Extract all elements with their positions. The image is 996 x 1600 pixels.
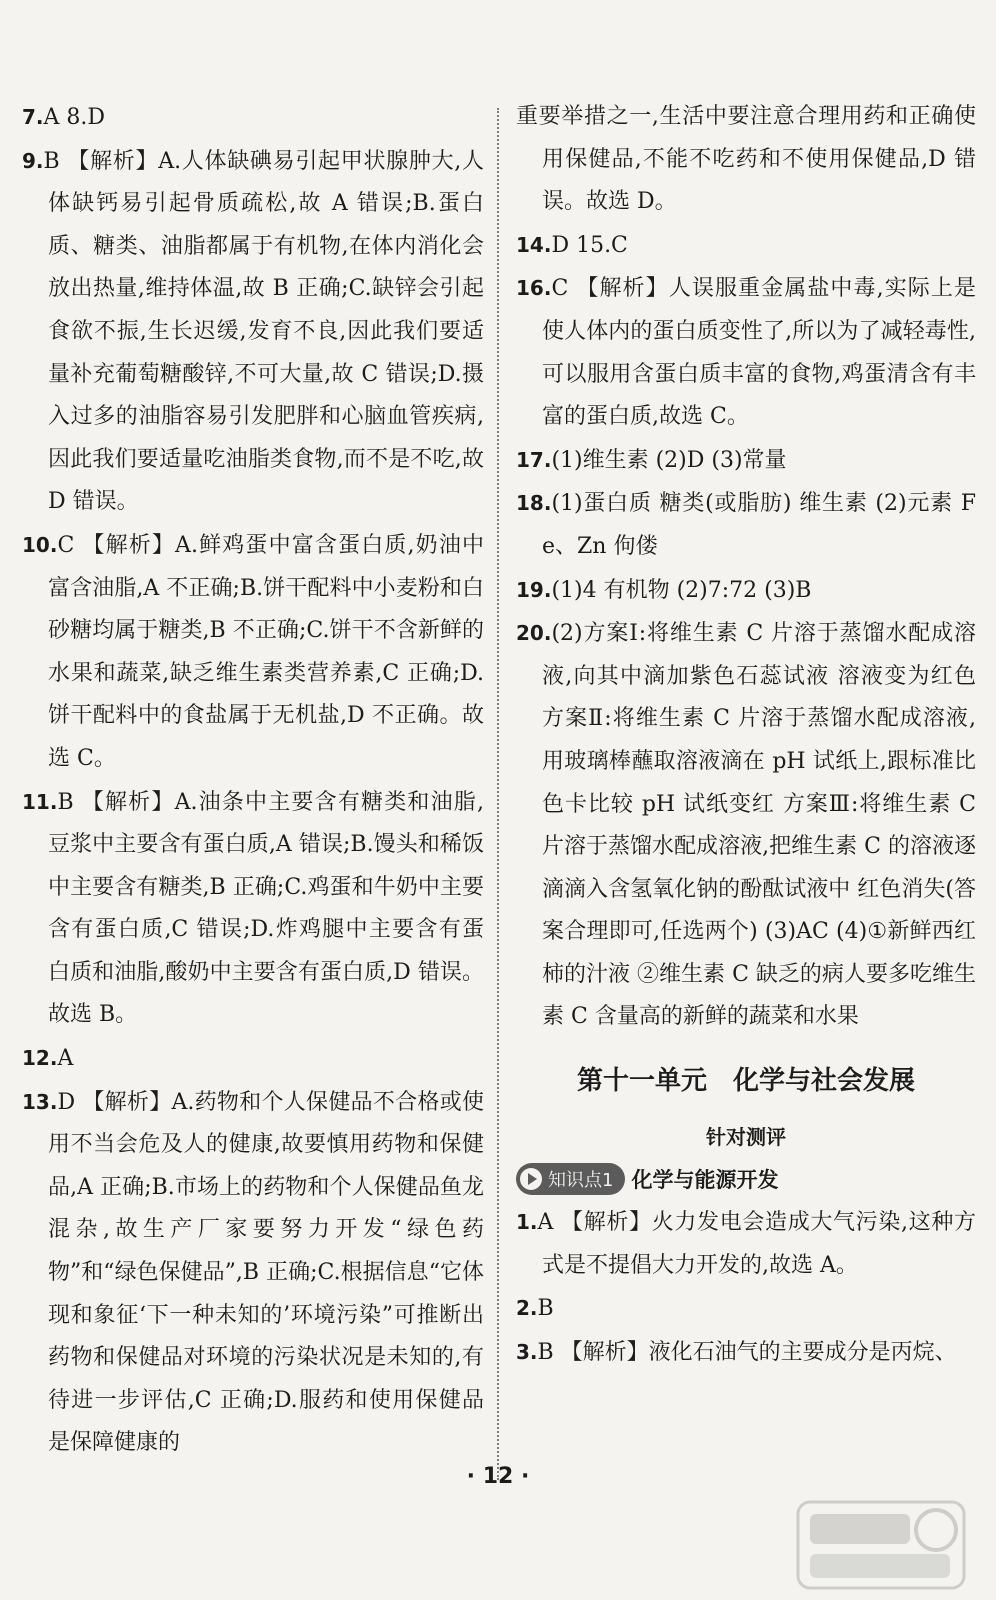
- answer-continuation: 重要举措之一,生活中要注意合理用药和正确使用保健品,不能不吃药和不使用保健品,D 错误。故选 D。: [516, 104, 976, 215]
- answer-item: 12.A: [22, 1046, 74, 1072]
- right-column: [516, 96, 976, 1374]
- unit-title: 第十一单元 化学与社会发展: [576, 1066, 915, 1097]
- answer-item: 19.(1)4 有机物 (2)7:72 (3)B: [516, 577, 812, 603]
- answer-item: 18.(1)蛋白质 糖类(或脂肪) 维生素 (2)元素 Fe、Zn 佝偻: [516, 491, 976, 559]
- answer-item: 3.B 【解析】液化石油气的主要成分是丙烷、: [516, 1339, 957, 1365]
- answer-item: 20.(2)方案Ⅰ:将维生素 C 片溶于蒸馏水配成溶液,向其中滴加紫色石蕊试液 溶液变为红色 方案Ⅱ:将维生素 C 片溶于蒸馏水配成溶液,用玻璃棒蘸取溶液滴在 pH 试纸上,跟标准比色卡比较 pH 试纸变红 方案Ⅲ:将维生素 C 片溶于蒸馏水配成溶液,把维生素 C 的溶液逐滴滴入含氢氧化钠的酚酞试液中 红色消失(答案合理即可,任选两个) (3)AC (4)①新鲜西红柿的汁液 ②维生素 C 缺乏的病人要多吃维生素 C 含量高的新鲜的蔬菜和水果: [516, 621, 976, 1030]
- answer-item: 9.B 【解析】A.人体缺碘易引起甲状腺肿大,人体缺钙易引起骨质疏松,故 A 错误;B.蛋白质、糖类、油脂都属于有机物,在体内消化会放出热量,维持体温,故 B 正确;C.缺锌会引起食欲不振,生长迟缓,发育不良,因此我们要适量补充葡萄糖酸锌,不可大量,故 C 错误;D.摄入过多的油脂容易引发肥胖和心脑血管疾病,因此我们要适量吃油脂类食物,而不是不吃,故 D 错误。: [22, 148, 484, 515]
- page-number: · 12 ·: [466, 1464, 530, 1489]
- answer-item: 17.(1)维生素 (2)D (3)常量: [516, 447, 787, 473]
- watermark-logo-icon: [796, 1500, 966, 1590]
- play-icon: [520, 1168, 542, 1190]
- answer-item: 2.B: [516, 1296, 554, 1322]
- answer-item: 10.C 【解析】A.鲜鸡蛋中富含蛋白质,奶油中富含油脂,A 不正确;B.饼干配料中小麦粉和白砂糖均属于糖类,B 不正确;C.饼干不含新鲜的水果和蔬菜,缺乏维生素类营养素,C 正确;D.饼干配料中的食盐属于无机盐,D 不正确。故选 C。: [22, 532, 484, 771]
- knowledge-point-header: [516, 1159, 976, 1199]
- answer-item: 1.A 【解析】火力发电会造成大气污染,这种方式是不提倡大力开发的,故选 A。: [516, 1210, 976, 1278]
- column-divider: [497, 108, 499, 1480]
- knowledge-point-title: 化学与能源开发: [631, 1168, 779, 1193]
- answer-item: 11.B 【解析】A.油条中主要含有糖类和油脂,豆浆中主要含有蛋白质,A 错误;B.馒头和稀饭中主要含有糖类,B 正确;C.鸡蛋和牛奶中主要含有蛋白质,C 错误;D.炸鸡腿中主要含有蛋白质和油脂,酸奶中主要含有蛋白质,D 错误。故选 B。: [22, 789, 484, 1028]
- answer-item: 13.D 【解析】A.药物和个人保健品不合格或使用不当会危及人的健康,故要慎用药物和保健品,A 正确;B.市场上的药物和个人保健品鱼龙混杂,故生产厂家要努力开发“绿色药物”和“绿色保健品”,B 正确;C.根据信息“它体现和象征‘下一种未知的’环境污染”可推断出药物和保健品对环境的污染状况是未知的,有待进一步评估,C 正确;D.服药和使用保健品是保障健康的: [22, 1089, 484, 1456]
- answer-item: 16.C 【解析】人误服重金属盐中毒,实际上是使人体内的蛋白质变性了,所以为了减轻毒性,可以服用含蛋白质丰富的食物,鸡蛋清含有丰富的蛋白质,故选 C。: [516, 276, 976, 430]
- left-column: [22, 96, 484, 1465]
- section-subtitle: 针对测评: [706, 1125, 786, 1150]
- answer-item: 14.D 15.C: [516, 232, 628, 258]
- answer-item: 7.A 8.D: [22, 105, 106, 130]
- knowledge-point-badge: 知识点1: [516, 1163, 625, 1195]
